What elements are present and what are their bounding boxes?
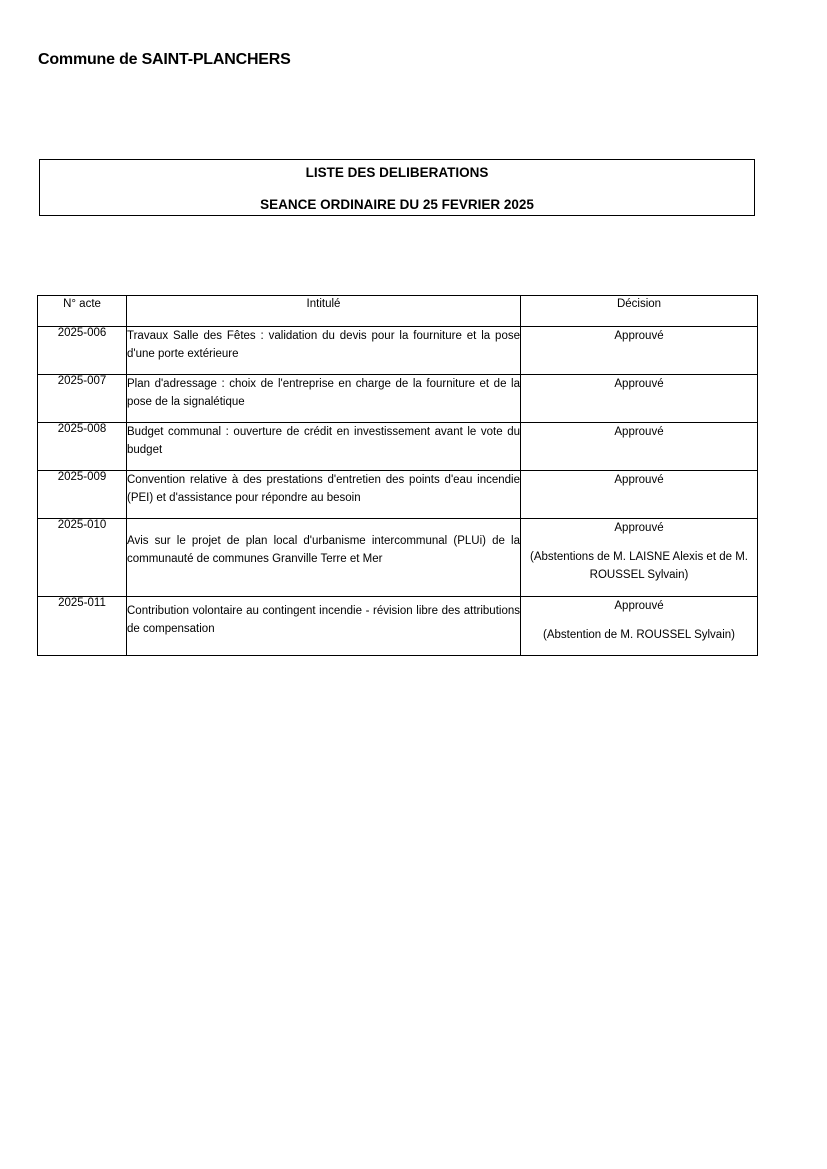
table-row	[38, 519, 758, 597]
act-number: 2025-006	[38, 327, 127, 375]
act-number: 2025-011	[38, 597, 127, 656]
decision-value: Approuvé	[614, 474, 664, 486]
act-number: 2025-007	[38, 375, 127, 423]
decision-note: (Abstentions de M. LAISNE Alexis et de M. ROUSSEL Sylvain)	[530, 551, 748, 581]
table-row	[38, 423, 758, 471]
document-header-box	[39, 159, 755, 216]
table-row	[38, 375, 758, 423]
act-decision	[521, 597, 758, 656]
act-number: 2025-008	[38, 423, 127, 471]
decision-note: (Abstention de M. ROUSSEL Sylvain)	[543, 629, 735, 641]
act-number: 2025-009	[38, 471, 127, 519]
act-decision	[521, 423, 758, 471]
decision-value: Approuvé	[614, 330, 664, 342]
act-title: Convention relative à des prestations d'entretien des points d'eau incendie (PEI) et d'assistance pour répondre au besoin	[127, 471, 521, 519]
act-title: Plan d'adressage : choix de l'entreprise en charge de la fourniture et de la pose de la signalétique	[127, 375, 521, 423]
decision-value: Approuvé	[614, 600, 664, 612]
decision-value: Approuvé	[614, 378, 664, 390]
decision-value: Approuvé	[614, 522, 664, 534]
column-header-num: N° acte	[38, 296, 127, 327]
act-title: Budget communal : ouverture de crédit en investissement avant le vote du budget	[127, 423, 521, 471]
decision-value: Approuvé	[614, 426, 664, 438]
session-title: SEANCE ORDINAIRE DU 25 FEVRIER 2025	[260, 197, 534, 212]
act-title: Avis sur le projet de plan local d'urbanisme intercommunal (PLUi) de la communauté de communes Granville Terre et Mer	[127, 519, 521, 597]
column-header-decision: Décision	[521, 296, 758, 327]
deliberations-table	[37, 295, 758, 656]
table-header-row	[38, 296, 758, 327]
table-row	[38, 597, 758, 656]
act-decision	[521, 519, 758, 597]
commune-title: Commune de SAINT-PLANCHERS	[38, 51, 291, 68]
act-number: 2025-010	[38, 519, 127, 597]
table-row	[38, 471, 758, 519]
table-row	[38, 327, 758, 375]
act-decision	[521, 327, 758, 375]
document-title: LISTE DES DELIBERATIONS	[305, 165, 489, 180]
column-header-intitule: Intitulé	[127, 296, 521, 327]
act-decision	[521, 375, 758, 423]
act-title: Contribution volontaire au contingent incendie - révision libre des attributions de compensation	[127, 597, 521, 656]
act-decision	[521, 471, 758, 519]
act-title: Travaux Salle des Fêtes : validation du devis pour la fourniture et la pose d'une porte extérieure	[127, 327, 521, 375]
